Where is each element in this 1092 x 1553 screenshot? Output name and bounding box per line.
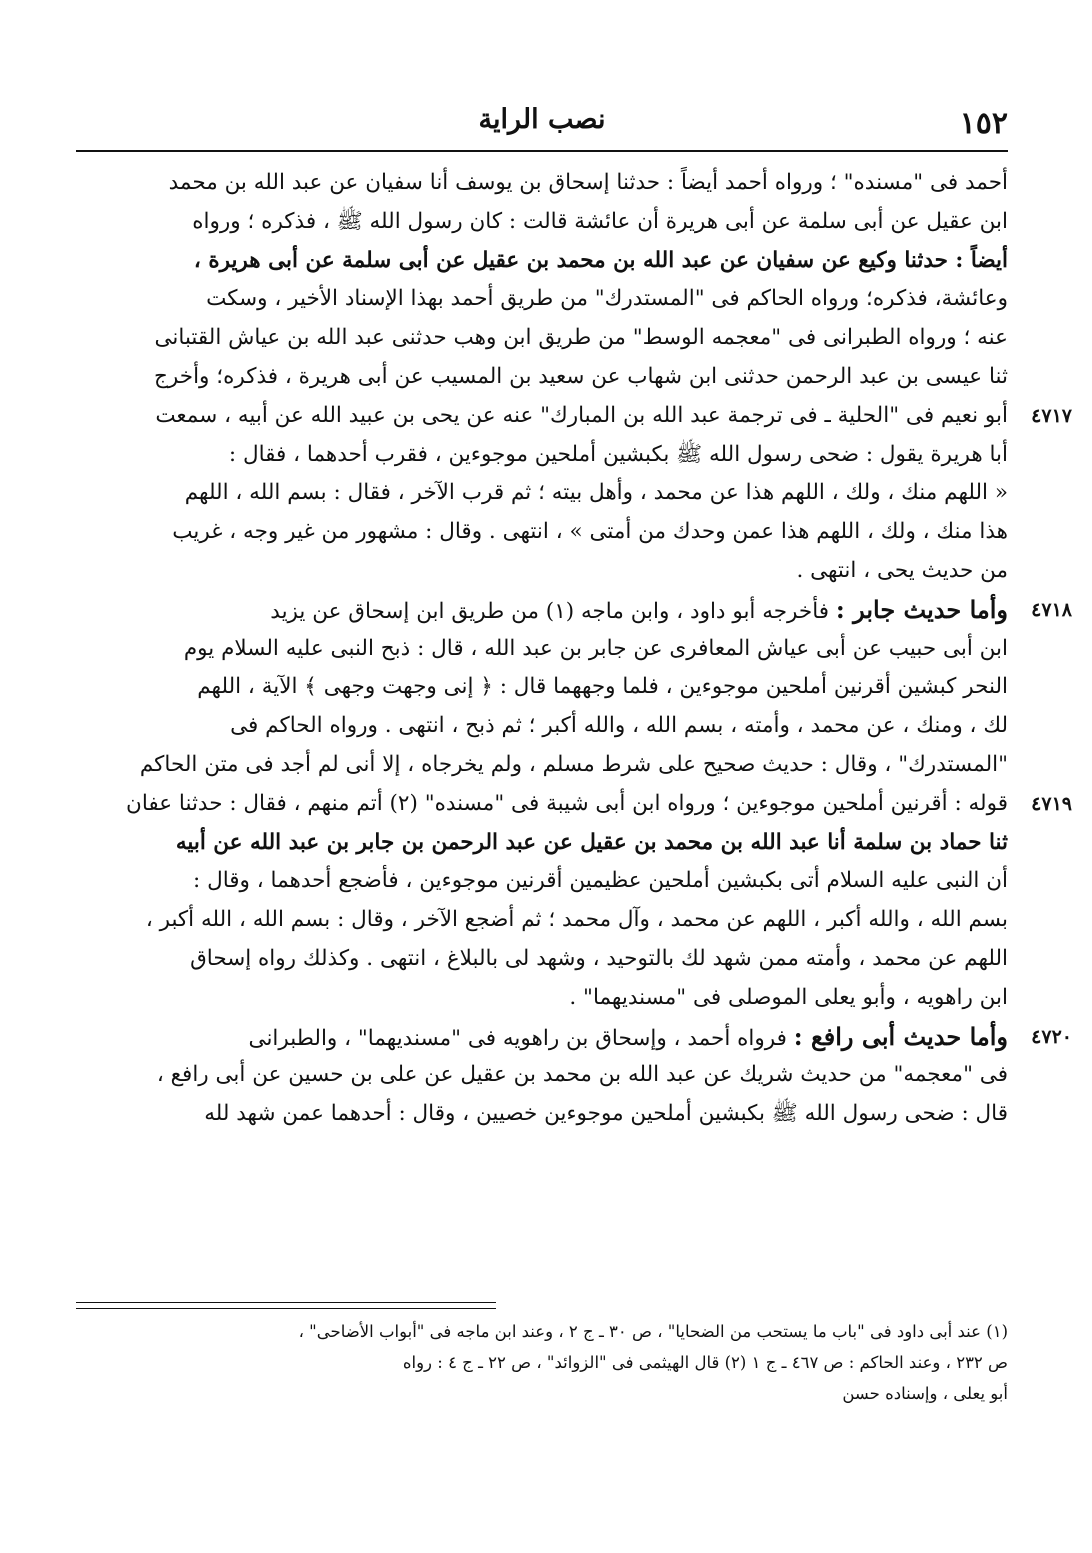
main-text xyxy=(76,164,1072,1134)
hadith-entry xyxy=(76,591,1072,785)
text-line: بسم الله ، والله أكبر ، اللهم عن محمد ، وآل محمد ؛ ثم أضجع الآخر ، وقال : بسم الله ، الله أكبر ، xyxy=(145,907,1008,933)
text-span: فأخرجه أبو داود ، وابن ماجه (١) من طريق ابن إسحاق عن يزيد xyxy=(270,598,830,624)
text-line: النحر كبشين أقرنين أملحين موجوءين ، فلما وجههما قال : ﴿ إنى وجهت وجهى ﴾ الآية ، اللهم xyxy=(197,674,1008,700)
text-line: أحمد فى "مسنده" ؛ ورواه أحمد أيضاً : حدثنا إسحاق بن يوسف أنا سفيان عن عبد الله بن محمد xyxy=(168,170,1008,195)
text-line: عنه ؛ ورواه الطبرانى فى "معجمه الوسط" من طريق ابن وهب حدثنى عبد الله بن عياش القتبانى xyxy=(154,325,1008,351)
footnote-line: (١) عند أبى داود فى "باب ما يستحب من الضحايا" ، ص ٣٠ ـ ج ٢ ، وعند ابن ماجه فى "أبواب الأضاحى" ، xyxy=(298,1322,1008,1341)
text-line xyxy=(76,591,1072,630)
header-rule xyxy=(76,150,1008,152)
text-line: أن النبى عليه السلام أتى بكبشين أملحين عظيمين أقرنين موجوءين ، فأضجع أحدهما ، وقال : xyxy=(193,868,1008,894)
page-number: ١٥٢ xyxy=(959,106,1008,141)
footnotes xyxy=(76,1316,1008,1409)
text-line: لك ، ومنك ، عن محمد ، وأمته ، بسم الله ، والله أكبر ؛ ثم ذبح ، انتهى . ورواه الحاكم فى xyxy=(230,713,1008,739)
text-line: فى "معجمه" من حديث شريك عن عبد الله بن محمد بن عقيل عن على بن حسين عن أبى رافع ، xyxy=(156,1062,1008,1088)
running-title: نصب الراية xyxy=(478,104,606,135)
footnote-separator xyxy=(76,1308,496,1309)
text-line: من حديث يحى ، انتهى . xyxy=(796,557,1008,583)
section-lead: وأما حديث جابر : xyxy=(835,594,1008,624)
text-line: ثنا حماد بن سلمة أنا عبد الله بن محمد بن عقيل عن عبد الرحمن بن جابر بن عبد الله عن أبيه xyxy=(175,829,1008,855)
text-line: أبا هريرة يقول : ضحى رسول الله ﷺ بكبشين أملحين موجوءين ، فقرب أحدهما ، فقال : xyxy=(228,441,1008,467)
text-line: اللهم عن محمد ، وأمته ممن شهد لك بالتوحيد ، وشهد لى بالبلاغ ، انتهى . وكذلك رواه إسحاق xyxy=(190,945,1008,971)
text-line: أبو نعيم فى "الحلية ـ فى ترجمة عبد الله بن المبارك" عنه عن يحى بن عبيد الله عن أبيه ، سمعت xyxy=(155,402,1008,428)
footnote-line: أبو يعلى ، وإسناده حسن xyxy=(842,1384,1008,1403)
hadith-entry xyxy=(76,785,1072,1018)
text-line: "المستدرك" ، وقال : حديث صحيح على شرط مسلم ، ولم يخرجاه ، إلا أنى لم أجد فى متن الحاكم xyxy=(139,751,1008,777)
footnote-separator xyxy=(76,1302,496,1303)
entry-number: ٤٧١٧ xyxy=(1031,404,1072,427)
text-line: قال : ضحى رسول الله ﷺ بكبشين أملحين موجوءين خصيين ، وقال : أحدهما عمن شهد لله xyxy=(204,1101,1008,1127)
text-line: ثنا عيسى بن عبد الرحمن حدثنى ابن شهاب عن سعيد بن المسيب عن أبى هريرة ، فذكره؛ وأخرج xyxy=(154,363,1008,389)
text-line: ابن أبى حبيب عن أبى عياش المعافرى عن جابر بن عبد الله ، قال : ذبح النبى عليه السلام يوم xyxy=(183,635,1008,661)
page-header xyxy=(76,98,1008,148)
text-line: « اللهم منك ، ولك ، اللهم هذا عن محمد ، وأهل بيته ؛ ثم قرب الآخر ، فقال : بسم الله ، اللهم xyxy=(184,480,1008,506)
section-lead: وأما حديث أبى رافع : xyxy=(793,1021,1008,1051)
intro-paragraph xyxy=(76,164,1072,397)
text-line: ابن عقيل عن أبى سلمة عن أبى هريرة أن عائشة قالت : كان رسول الله ﷺ ، فذكره ؛ ورواه xyxy=(192,208,1008,234)
entry-number: ٤٧١٨ xyxy=(1031,598,1072,621)
hadith-entry xyxy=(76,397,1072,591)
entry-number: ٤٧٢٠ xyxy=(1031,1025,1072,1048)
text-line: وعائشة، فذكره؛ ورواه الحاكم فى "المستدرك" من طريق أحمد بهذا الإسناد الأخير ، وسكت xyxy=(206,286,1008,312)
text-line: قوله : أقرنين أملحين موجوءين ؛ ورواه ابن أبى شيبة فى "مسنده" (٢) أتم منهم ، فقال : حدثنا عفان xyxy=(126,790,1008,816)
text-line xyxy=(76,1018,1072,1057)
footnote-line: ص ٢٣٢ ، وعند الحاكم : ص ٤٦٧ ـ ج ١ (٢) قال الهيثمى فى "الزوائد" ، ص ٢٢ ـ ج ٤ : رواه xyxy=(402,1353,1008,1372)
entry-number: ٤٧١٩ xyxy=(1031,792,1072,815)
text-line: هذا منك ، ولك ، اللهم هذا عمن وحدك من أمتى » ، انتهى . وقال : مشهور من غير وجه ، غريب xyxy=(172,519,1008,545)
text-span: فرواه أحمد ، وإسحاق بن راهويه فى "مسنديهما" ، والطبرانى xyxy=(248,1025,787,1051)
hadith-entry xyxy=(76,1018,1072,1134)
text-line: أيضاً : حدثنا وكيع عن سفيان عن عبد الله بن محمد بن عقيل عن أبى سلمة عن أبى هريرة ، xyxy=(193,247,1008,273)
text-line: ابن راهويه ، وأبو يعلى الموصلى فى "مسنديهما" . xyxy=(569,984,1008,1010)
